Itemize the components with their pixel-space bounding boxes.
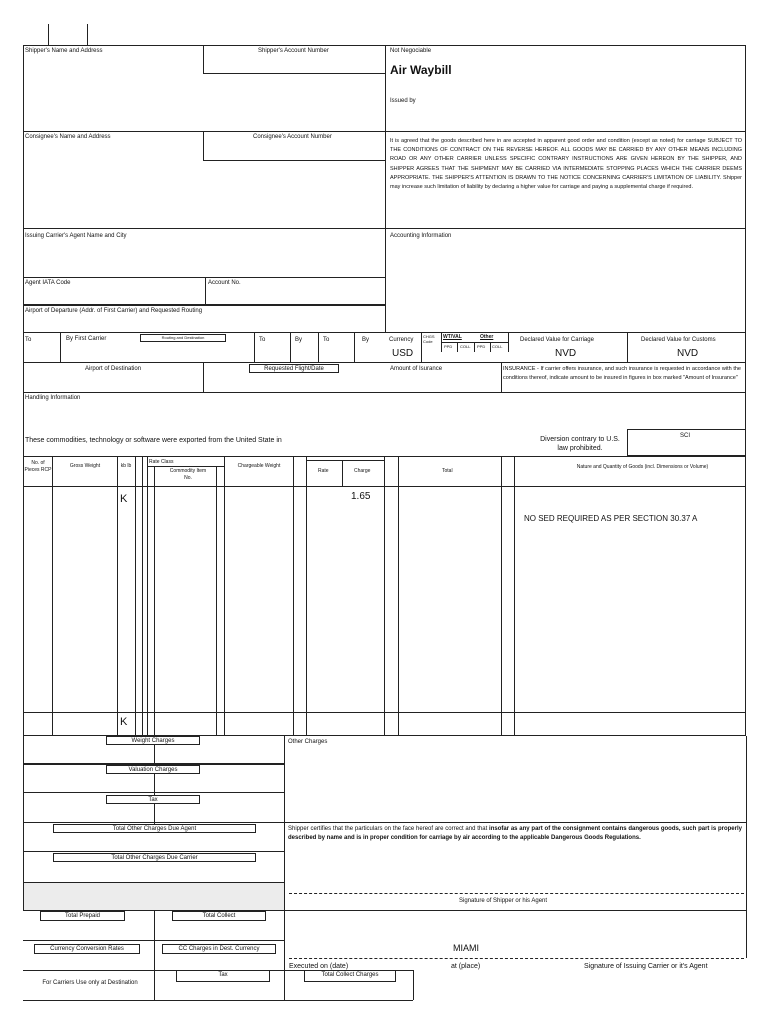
goods-col-12 — [398, 456, 399, 736]
executed-on-label: Executed on (date) — [289, 963, 349, 970]
routing-to3-label: To — [323, 337, 330, 343]
decl-carriage-value: NVD — [555, 348, 577, 359]
goods-col-6 — [154, 466, 155, 736]
other-label: Other — [480, 334, 494, 340]
goods-col-14 — [514, 456, 515, 736]
row-line-destination — [23, 362, 746, 363]
currency-label: Currency — [389, 337, 414, 343]
row-line-departure — [23, 304, 385, 306]
ppd-div-4 — [508, 332, 509, 352]
routing-by2-label: By — [295, 337, 303, 343]
ppd-div-2 — [474, 342, 475, 352]
top-tick-right — [87, 24, 88, 45]
goods-col-13 — [501, 456, 502, 736]
row-line-consignee — [23, 131, 746, 132]
issued-by-label: Issued by — [390, 98, 416, 104]
row-line-agent — [23, 228, 746, 229]
rate-class-line — [147, 466, 224, 467]
nature-value: NO SED REQUIRED AS PER SECTION 30.37 A — [524, 514, 698, 523]
account-no-label: Account No. — [208, 280, 241, 286]
routing-div-5 — [354, 332, 355, 362]
goods-col-4 — [142, 456, 143, 736]
gross-header: Gross Weight — [69, 463, 101, 469]
charges-line-3 — [23, 822, 746, 823]
goods-col-9 — [293, 456, 294, 736]
tax-label: Tax — [106, 795, 200, 804]
total-header: Total — [442, 468, 453, 474]
coll-label: COLL — [460, 344, 471, 349]
weight-unit-top: K — [120, 493, 128, 505]
not-negotiable: Not Negociable — [390, 48, 432, 54]
shaded-band — [24, 883, 284, 910]
commodity-header: Commodity Item No. — [169, 468, 207, 481]
consignee-name-label: Consignee's Name and Address — [25, 134, 111, 140]
rate-top-line — [306, 460, 384, 461]
tax2-label: Tax — [176, 970, 270, 982]
shipper-signature-line — [289, 893, 744, 894]
top-tick-left — [48, 24, 49, 45]
charge-header: Charge — [354, 468, 371, 474]
shipper-signature-label: Signature of Shipper or his Agent — [459, 898, 548, 904]
export-statement: These commodities, technology or software were exported from the United State in — [25, 437, 282, 444]
chgs-code-label: CHGS Code — [423, 334, 435, 344]
charges-right-div — [284, 736, 285, 1001]
insurance-div — [501, 362, 502, 392]
shipper-certification: Shipper certifies that the particulars on the face hereof are correct and that insofar as any part of the consignment contains dangerous goods, such part is properly described by name and is in proper condition for carriage by air according to the applicable Dangerous Goods Regulations. — [288, 826, 742, 841]
row-line-handling — [23, 392, 746, 393]
airport-destination-label: Airport of Destination — [85, 366, 142, 372]
total-prepaid-label: Total Prepaid — [40, 911, 125, 921]
pieces-header: No. of Pieces RCP — [24, 460, 52, 473]
coll2-label: COLL — [492, 344, 503, 349]
agent-iata-label: Agent IATA Code — [25, 280, 71, 286]
other-charges-label: Other Charges — [288, 739, 328, 745]
decl-customs-label: Declared Value for Customs — [641, 337, 716, 343]
routing-div-3 — [290, 332, 291, 362]
other-carrier-label: Total Other Charges Due Carrier — [53, 853, 256, 862]
kg-lb-header: kb lb — [120, 463, 132, 469]
currency-div — [421, 332, 422, 362]
collect-charges-div — [413, 970, 414, 1000]
routing-div-2 — [254, 332, 255, 362]
first-carrier-label: By First Carrier — [66, 336, 107, 342]
shipper-account-divider — [203, 45, 204, 74]
ppd-div-3 — [490, 342, 491, 352]
routing-to-label: To — [25, 337, 32, 343]
routing-div-4 — [318, 332, 319, 362]
goods-col-7 — [216, 466, 217, 736]
goods-col-2 — [117, 456, 118, 736]
shipper-account-line — [203, 73, 385, 74]
rate-class-header: Rate Class — [149, 459, 174, 465]
goods-col-1 — [52, 456, 53, 736]
requested-flight-label: Requested Flight/Date — [249, 364, 339, 373]
ppd-label: PPD — [444, 344, 453, 349]
departure-label: Airport of Departure (Addr. of First Carrier) and Requested Routing — [25, 308, 203, 314]
goods-col-11 — [384, 456, 385, 736]
goods-header-line — [23, 486, 746, 487]
chargeable-header: Chargeable Weight — [237, 463, 281, 469]
routing-div-1 — [60, 332, 61, 362]
consignee-account-line — [203, 160, 385, 161]
collect-charges-bottom — [284, 1000, 413, 1001]
decl-customs-value: NVD — [677, 348, 699, 359]
valuation-charges-label: Valuation Charges — [106, 765, 200, 774]
ppd-div-1 — [457, 342, 458, 352]
goods-col-8 — [224, 456, 225, 736]
row-line-iata — [23, 277, 385, 278]
issuing-signature-label: Signature of Issuing Carrier or it's Agent — [584, 963, 708, 970]
diversion-text: Diversion contrary to U.S. law prohibited. — [540, 436, 620, 452]
rate-header: Rate — [318, 468, 329, 474]
goods-col-5 — [147, 456, 148, 736]
charges-line-7 — [23, 940, 284, 941]
other-agent-label: Total Other Charges Due Agent — [53, 824, 256, 833]
rate-charge-div — [342, 460, 343, 486]
carriers-use-label: For Carriers Use only at Destination — [42, 980, 138, 986]
charge-value: 1.65 — [351, 491, 371, 502]
main-divider — [385, 45, 386, 332]
goods-col-3 — [135, 456, 136, 736]
charges-mid-upper — [154, 736, 155, 826]
routing-by3-label: By — [362, 337, 370, 343]
routing-destination-label: Routing and Destination — [140, 334, 226, 342]
charges-far-right — [746, 736, 747, 958]
consignee-account-divider — [203, 131, 204, 160]
destination-div — [203, 362, 204, 392]
sci-label: SCI — [680, 433, 691, 439]
consignee-account-label: Consignee's Account Number — [253, 134, 332, 140]
cc-charges-label: CC Charges in Dest. Currency — [162, 944, 276, 954]
goods-bottom-line — [23, 712, 746, 713]
insurance-amount-label: Amount of Isurance — [390, 366, 443, 372]
handling-label: Handling Information — [25, 395, 81, 401]
iata-divider — [205, 277, 206, 304]
row-line-routing — [23, 332, 746, 333]
charges-line-6 — [23, 910, 746, 911]
conditions-text: It is agreed that the goods described here in are accepted in apparent good order and condition (except as noted) for carriage SUBJECT TO THE CONDITIONS OF CONTRACT ON THE REVERSE HEREOF. ALL GOODS MAY BE CARRIED BY ANY OTHER MEANS INCLUDING ROAD OR ANY OTHER CARRIER UNLESS SPECIFIC CONTRARY INSTRUCTIONS ARE GIVEN HEREON BY THE SHIPPER, AND SHIPPER AGREES THAT THE SHIPMENT MAY BE CARRIED VIA INTERMEDIATE STOPPING PLACES WHICH THE CARRIER DEEMS APPROPRIATE. THE SHIPPER'S ATTENTION IS DRAWN TO THE NOTICE CONCERNING CARRIER'S LIMITATION OF LIABILITY. Shipper may increase such limitation of liability by declaring a higher value for carriage and paying a supplemental charge if required. — [390, 138, 742, 191]
currency-value: USD — [392, 348, 414, 359]
execution-line — [289, 958, 744, 959]
execution-place-value: MIAMI — [453, 943, 479, 953]
shipper-account-label: Shipper's Account Number — [258, 48, 329, 54]
accounting-label: Accounting Information — [390, 233, 452, 239]
decl-carriage-label: Declared Value for Carriage — [520, 337, 594, 343]
nature-header: Nature and Quantity of Goods (incl. Dimensions or Volume) — [576, 464, 709, 470]
conversion-rates-label: Currency Conversion Rates — [34, 944, 140, 954]
total-collect-charges-label: Total Collect Charges — [304, 970, 396, 982]
total-collect-label: Total Collect — [172, 911, 266, 921]
at-place-label: at (place) — [451, 963, 481, 970]
decl-div — [627, 332, 628, 362]
ppd2-label: PPD — [477, 344, 486, 349]
weight-charges-label: Weight Charges — [106, 736, 200, 745]
waybill-title: Air Waybill — [390, 63, 452, 77]
carriers-bottom — [23, 1000, 284, 1001]
routing-to2-label: To — [259, 337, 266, 343]
charges-line-4 — [23, 851, 284, 852]
shipper-name-label: Shipper's Name and Address — [25, 48, 103, 54]
agent-name-label: Issuing Carrier's Agent Name and City — [25, 233, 127, 239]
wt-val-label: WT/VAL — [443, 334, 462, 340]
weight-unit-bottom: K — [120, 716, 128, 728]
goods-col-10 — [306, 456, 307, 736]
insurance-text: INSURANCE - If carrier offers insurance, and such insurance is requested in accordance with the conditions thereof, indicate amount to be insured in figures in box marked "Amount of Insurance" — [503, 366, 741, 381]
